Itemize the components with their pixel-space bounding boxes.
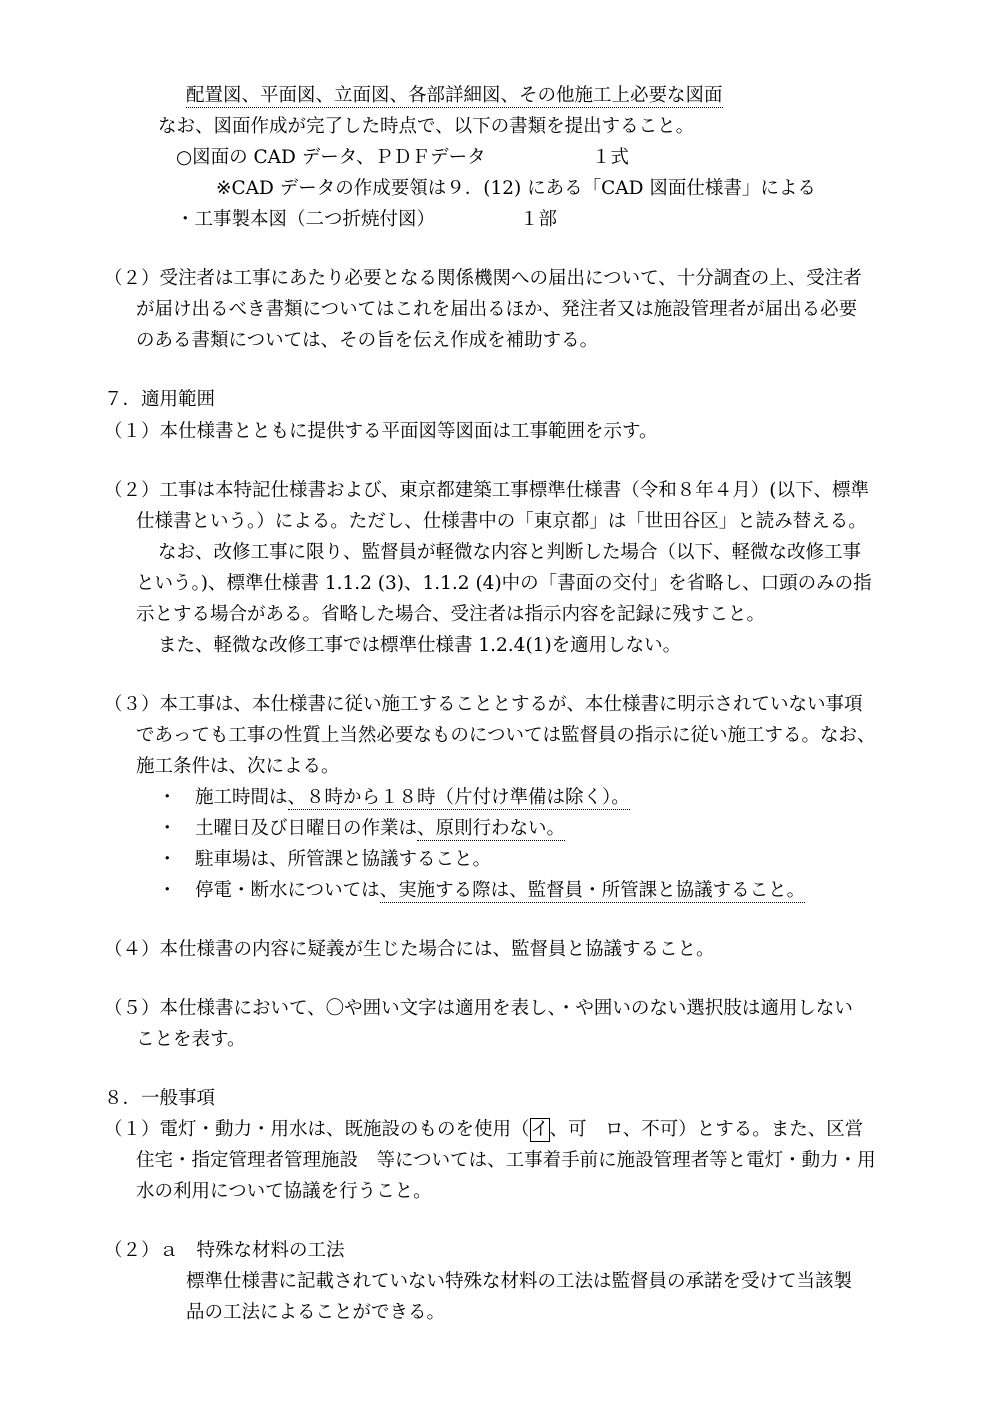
sec7-p2-line1: （２）工事は本特記仕様書および、東京都建築工事標準仕様書（令和８年４月）(以下、標準 bbox=[104, 480, 869, 501]
sec7-p3-line3: 施工条件は、次による。 bbox=[136, 756, 340, 777]
sec6-p2-line2: が届け出るべき書類についてはこれを届出るほか、発注者又は施設管理者が届出る必要 bbox=[136, 299, 858, 320]
sec7-heading: ７．適用範囲 bbox=[104, 389, 216, 410]
sec7-p2-line6: また、軽微な改修工事では標準仕様書 1.2.4(1)を適用しない。 bbox=[158, 635, 682, 656]
sec8-p2-body-line2: 品の工法によることができる。 bbox=[186, 1302, 446, 1323]
book-item: ・工事製本図（二つ折焼付図） bbox=[176, 209, 436, 230]
sec7-p3-line2: であっても工事の性質上当然必要なものについては監督員の指示に従い施工する。なお、 bbox=[136, 725, 876, 746]
sec7-p2-line2: 仕様書という。）による。ただし、仕様書中の「東京都」は「世田谷区」と読み替える。 bbox=[136, 511, 867, 532]
sec7-p5-line1: （５）本仕様書において、〇や囲い文字は適用を表し、・や囲いのない選択肢は適用しない bbox=[104, 998, 853, 1019]
condition-item: ・ 停電・断水については、実施する際は、監督員・所管課と協議すること。 bbox=[158, 880, 806, 901]
sec7-p2-line4: という。)、標準仕様書 1.1.2 (3)、1.1.2 (4)中の「書面の交付」を省略し、口頭のみの指 bbox=[136, 573, 872, 594]
sec7-p2-line5: 示とする場合がある。省略した場合、受注者は指示内容を記録に残すこと。 bbox=[136, 604, 766, 625]
sec7-p3-line1: （３）本工事は、本仕様書に従い施工することとするが、本仕様書に明示されていない事項 bbox=[104, 694, 863, 715]
submission-note: なお、図面作成が完了した時点で、以下の書類を提出すること。 bbox=[158, 116, 695, 137]
sec8-p2-heading: （２）ａ 特殊な材料の工法 bbox=[104, 1240, 345, 1261]
book-qty: １部 bbox=[520, 209, 558, 230]
sec6-p2-line3: のある書類については、その旨を伝え作成を補助する。 bbox=[136, 330, 599, 351]
condition-item: ・ 駐車場は、所管課と協議すること。 bbox=[158, 849, 492, 870]
sec7-p2-line3: なお、改修工事に限り、監督員が軽微な内容と判断した場合（以下、軽微な改修工事 bbox=[158, 542, 862, 563]
sec7-p1: （１）本仕様書とともに提供する平面図等図面は工事範囲を示す。 bbox=[104, 421, 658, 442]
sec8-heading: ８．一般事項 bbox=[104, 1088, 216, 1109]
condition-item: ・ 施工時間は、８時から１８時（片付け準備は除く）。 bbox=[158, 787, 630, 808]
sec6-p2-line1: （２）受注者は工事にあたり必要となる関係機関への届出について、十分調査の上、受注者 bbox=[104, 268, 862, 289]
condition-item: ・ 土曜日及び日曜日の作業は、原則行わない。 bbox=[158, 818, 566, 839]
sec8-p1-line3: 水の利用について協議を行うこと。 bbox=[136, 1181, 432, 1202]
cad-note: ※CAD データの作成要領は９．(12) にある「CAD 図面仕様書」による bbox=[216, 178, 816, 199]
sec8-p2-body-line1: 標準仕様書に記載されていない特殊な材料の工法は監督員の承諾を受けて当該製 bbox=[186, 1271, 853, 1292]
sec8-p1-line2: 住宅・指定管理者管理施設 等については、工事着手前に施設管理者等と電灯・動力・用 bbox=[136, 1150, 876, 1171]
sec7-p4: （４）本仕様書の内容に疑義が生じた場合には、監督員と協議すること。 bbox=[104, 939, 715, 960]
sec7-p5-line2: ことを表す。 bbox=[136, 1029, 246, 1050]
sec8-p1-line1: （１）電灯・動力・用水は、既施設のものを使用（イ、可 ロ、不可）とする。また、区営 bbox=[104, 1119, 864, 1140]
selected-option-box: イ bbox=[530, 1119, 550, 1140]
cad-item: ○図面の CAD データ、ＰＤＦデータ bbox=[176, 147, 486, 168]
drawings-list: 配置図、平面図、立面図、各部詳細図、その他施工上必要な図面 bbox=[186, 85, 723, 106]
cad-qty: １式 bbox=[592, 147, 630, 168]
